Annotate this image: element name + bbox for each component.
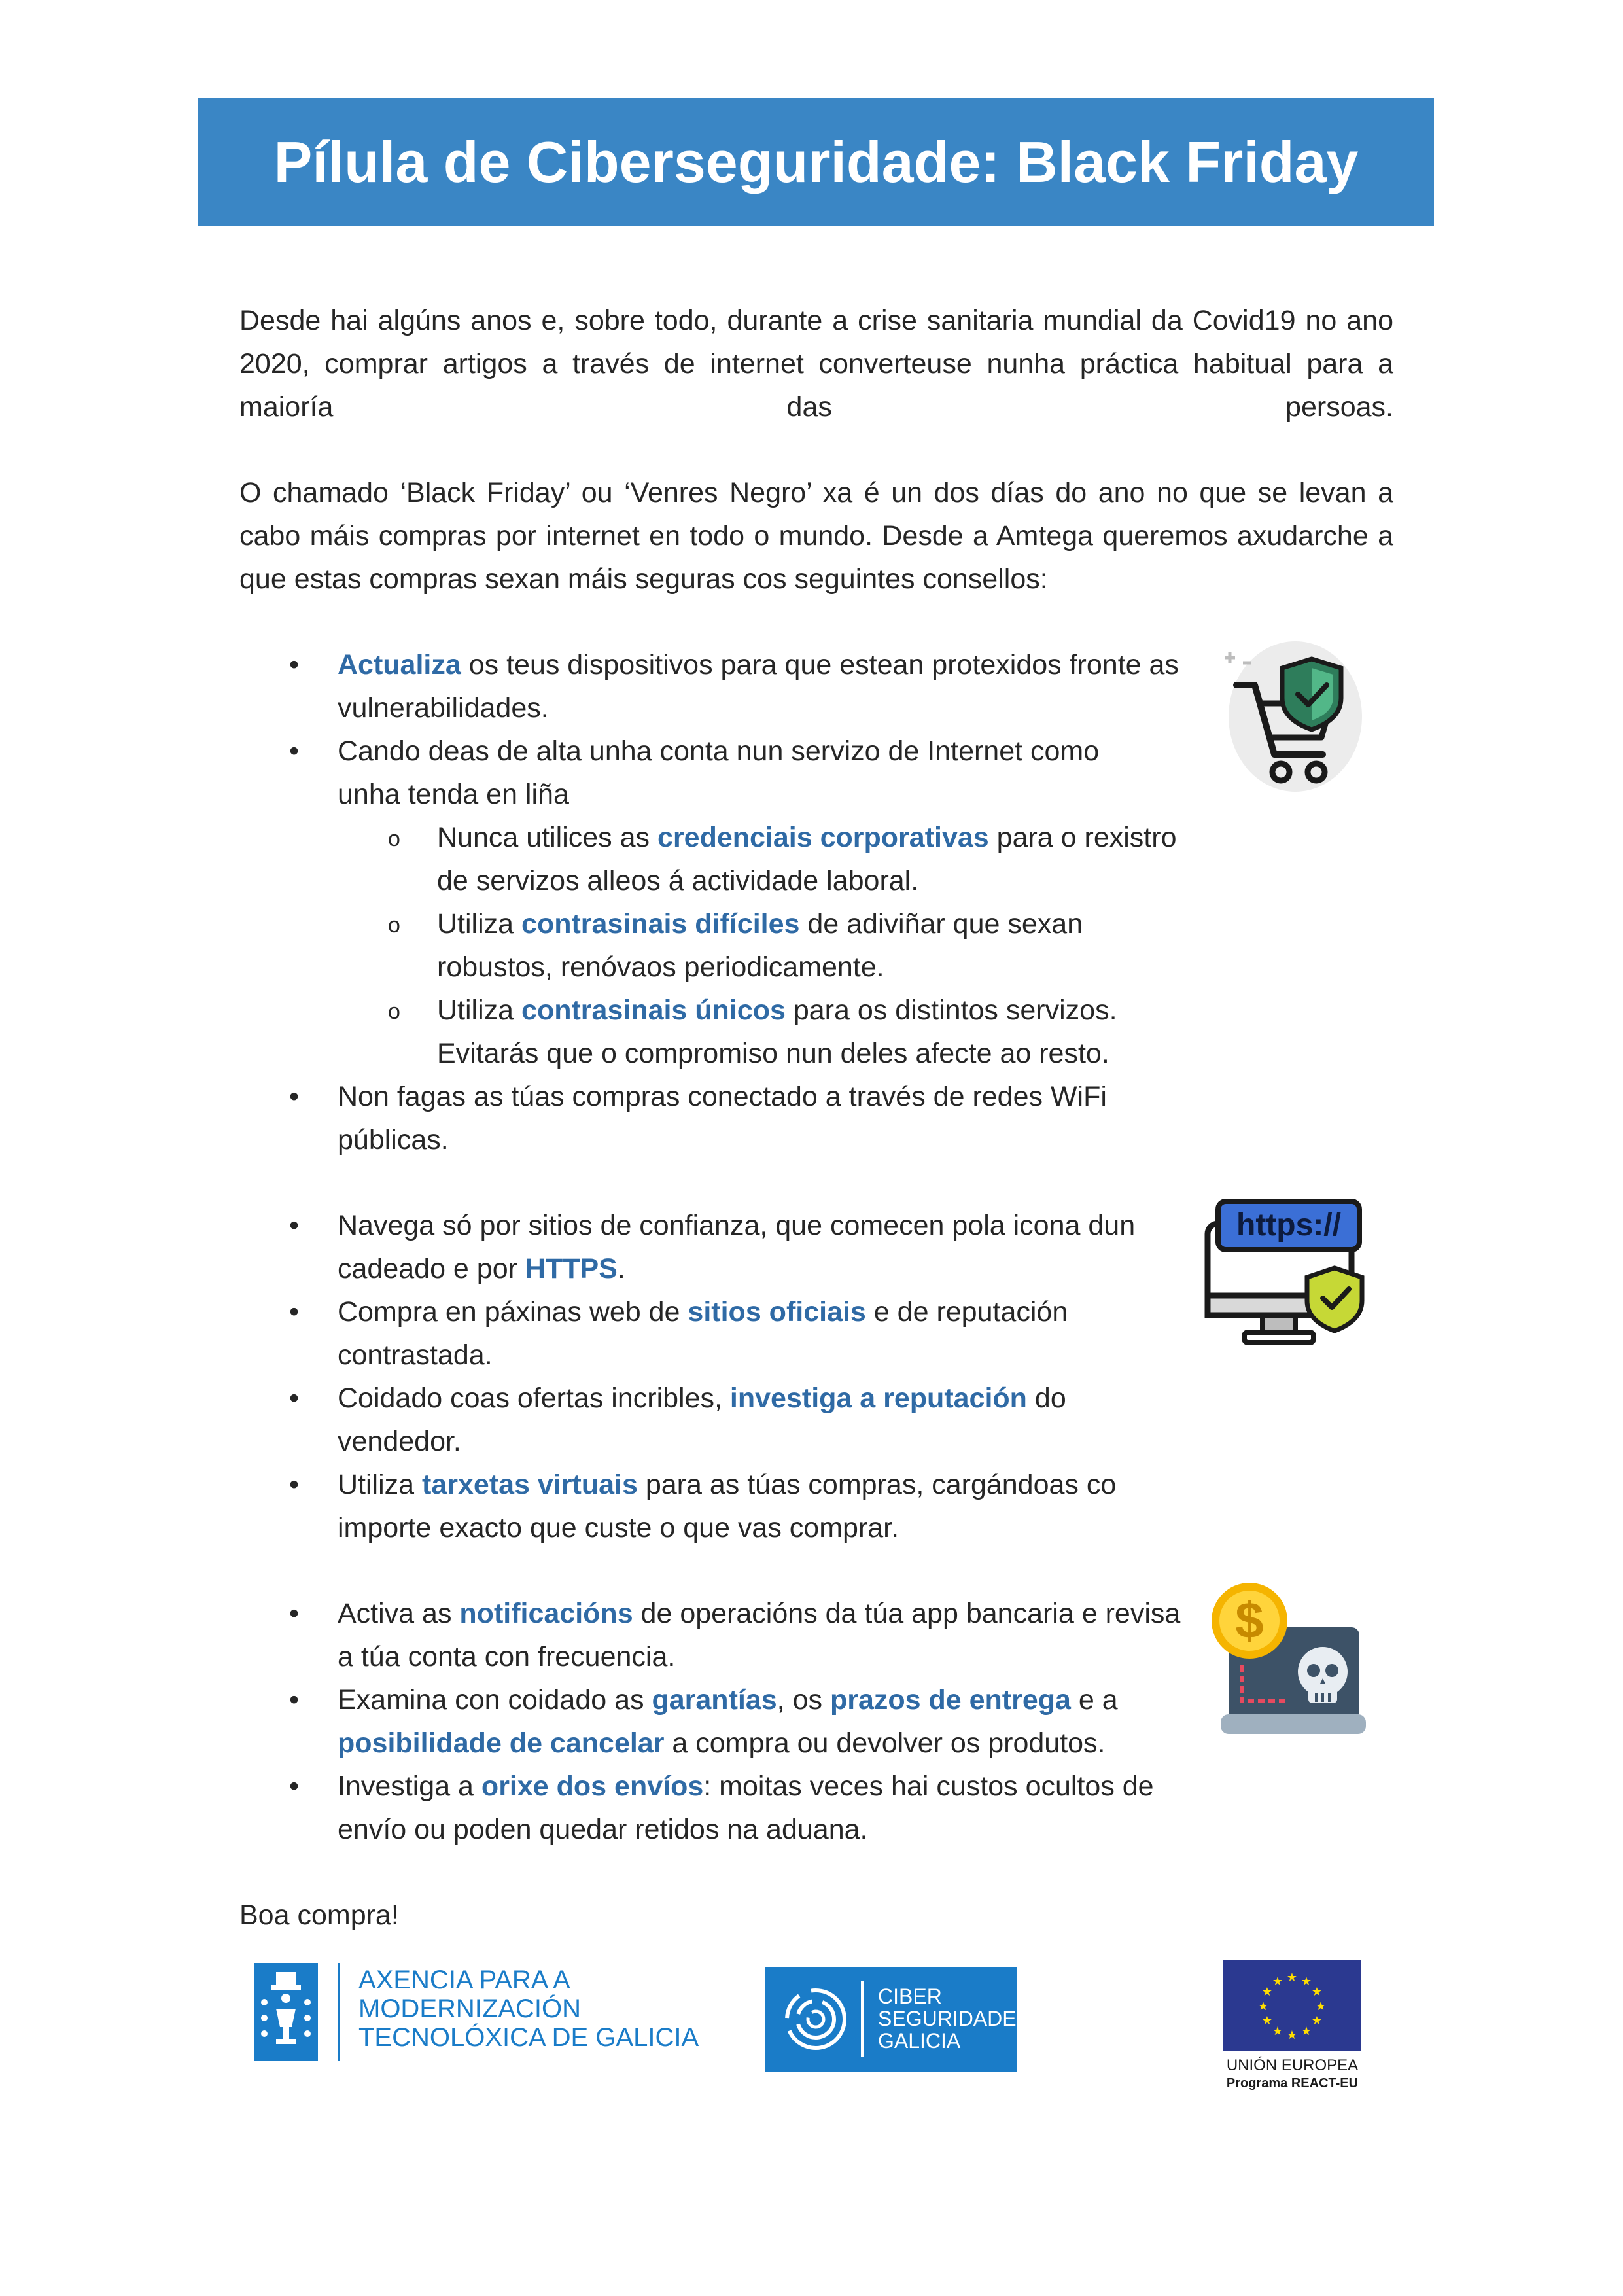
eu-logo bbox=[1222, 1960, 1363, 2097]
tip-text: , os bbox=[777, 1684, 830, 1716]
tip-text: e a bbox=[1070, 1684, 1118, 1716]
logo-divider bbox=[861, 1981, 864, 2057]
amtega-logo bbox=[254, 1963, 699, 2061]
tip-text: : moitas veces hai custos ocultos de envío ou poden quedar retidos na aduana. bbox=[338, 1771, 1154, 1845]
ciberseguridade-logo bbox=[765, 1967, 1017, 2072]
svg-text:★: ★ bbox=[1286, 2028, 1298, 2042]
tip-guarantees bbox=[338, 1678, 1188, 1765]
svg-text:★: ★ bbox=[1272, 2024, 1283, 2038]
tip-text: Navega só por sitios de confianza, que comecen pola icona dun cadeado e por bbox=[338, 1210, 1136, 1284]
tip-highlight: garantías bbox=[652, 1684, 777, 1716]
tip-text: Coidado coas ofertas incribles, bbox=[338, 1383, 730, 1414]
tip-shipping-origin bbox=[338, 1765, 1188, 1851]
svg-text:★: ★ bbox=[1261, 1985, 1273, 1999]
subtip-strong-passwords bbox=[437, 902, 1189, 989]
paragraph-black-friday: O chamado ‘Black Friday’ ou ‘Venres Negro’ xa é un dos días do ano no que se levan a cabo máis compras por internet en todo o mundo. Desde a Amtega queremos axudarche a que estas compras sexan máis seguras cos seguintes consellos: bbox=[239, 477, 1393, 595]
amtega-logo-text bbox=[358, 1966, 699, 2052]
svg-text:★: ★ bbox=[1261, 2014, 1273, 2028]
svg-text:★: ★ bbox=[1272, 1975, 1283, 1988]
tip-highlight: posibilidade de cancelar bbox=[338, 1727, 665, 1759]
tip-text: Utiliza bbox=[338, 1469, 423, 1500]
tip-text: Utiliza bbox=[437, 995, 522, 1026]
tip-text: para o rexistro de servizos alleos á actividade laboral. bbox=[437, 822, 1177, 896]
tip-public-wifi: • Non fagas as túas compras conectado a través de redes WiFi públicas. bbox=[338, 1075, 1155, 1161]
tip-virtual-cards bbox=[338, 1463, 1188, 1549]
tip-text: do vendedor. bbox=[338, 1383, 1066, 1457]
tip-highlight: investiga a reputación bbox=[729, 1383, 1027, 1414]
svg-text:★: ★ bbox=[1315, 2000, 1327, 2013]
ciber-swirl-icon bbox=[780, 1983, 852, 2055]
tip-text: Examina con coidado as bbox=[338, 1684, 652, 1716]
tip-text: de operacións da túa app bancaria e revisa a túa conta con frecuencia. bbox=[338, 1598, 1181, 1672]
tip-text: Compra en páxinas web de bbox=[338, 1296, 688, 1328]
tip-update bbox=[338, 643, 1188, 730]
ciber-line: SEGURIDADE bbox=[878, 2007, 1017, 2030]
intro-word: maioría bbox=[239, 391, 334, 423]
tip-text: para os distintos servizos. Evitarás que o compromiso nun deles afecte ao resto. bbox=[437, 995, 1117, 1069]
shopping-cart-shield-icon bbox=[1217, 638, 1367, 802]
logo-divider bbox=[338, 1963, 340, 2061]
tip-text: . bbox=[617, 1253, 625, 1284]
ciber-line: CIBER bbox=[878, 1985, 942, 2008]
closing-text: Boa compra! bbox=[239, 1899, 399, 1931]
tip-text: Utiliza bbox=[437, 908, 522, 940]
tip-highlight: credenciais corporativas bbox=[657, 822, 989, 853]
secure-monitor-icon bbox=[1204, 1197, 1374, 1348]
amtega-line: TECNOLÓXICA DE GALICIA bbox=[358, 2023, 699, 2052]
svg-text:★: ★ bbox=[1286, 1971, 1298, 1985]
galicia-coat-of-arms-icon bbox=[254, 1963, 318, 2061]
tip-highlight: HTTPS bbox=[525, 1253, 618, 1284]
tip-official-sites bbox=[338, 1290, 1188, 1377]
intro-paragraph bbox=[239, 299, 1393, 429]
fraud-laptop-icon bbox=[1210, 1580, 1374, 1740]
tip-text: de adiviñar que sexan robustos, renóvaos periodicamente. bbox=[437, 908, 1083, 983]
tip-text: a compra ou devolver os produtos. bbox=[664, 1727, 1106, 1759]
svg-text:★: ★ bbox=[1257, 2000, 1269, 2013]
tip-text: os teus dispositivos para que estean protexidos fronte as vulnerabilidades. bbox=[338, 649, 1179, 724]
dollar-symbol: $ bbox=[1235, 1591, 1264, 1649]
eu-program: Programa REACT-EU bbox=[1226, 2076, 1359, 2091]
amtega-line: AXENCIA PARA A bbox=[358, 1966, 570, 1994]
title-banner bbox=[198, 98, 1434, 226]
intro-word: persoas. bbox=[1285, 391, 1393, 423]
eu-flag-icon bbox=[1223, 1960, 1361, 2051]
intro-last-line bbox=[239, 385, 1393, 429]
tip-highlight: prazos de entrega bbox=[829, 1684, 1071, 1716]
intro-word: das bbox=[786, 391, 832, 423]
intro-text: Desde hai algúns anos e, sobre todo, durante a crise sanitaria mundial da Covid19 no ano 2020, comprar artigos a través de internet converteuse nunha práctica habitual para a bbox=[239, 305, 1393, 380]
https-label: https:// bbox=[1236, 1208, 1341, 1243]
ciber-logo-text bbox=[878, 1985, 1017, 2052]
tip-highlight: sitios oficiais bbox=[688, 1296, 866, 1328]
subtip-unique-passwords bbox=[437, 989, 1189, 1075]
tip-notifications bbox=[338, 1592, 1188, 1678]
tip-https bbox=[338, 1204, 1188, 1290]
tip-text: Investiga a bbox=[338, 1771, 481, 1802]
svg-text:★: ★ bbox=[1311, 2014, 1323, 2028]
tip-text: Activa as bbox=[338, 1598, 460, 1629]
eu-name: UNIÓN EUROPEA bbox=[1226, 2057, 1359, 2074]
tip-highlight: contrasinais difíciles bbox=[521, 908, 800, 940]
tip-highlight: tarxetas virtuais bbox=[422, 1469, 638, 1500]
tip-highlight: contrasinais únicos bbox=[521, 995, 786, 1026]
tip-text: para as túas compras, cargándoas co importe exacto que custe o que vas comprar. bbox=[338, 1469, 1117, 1544]
svg-text:★: ★ bbox=[1311, 1985, 1323, 1999]
svg-text:★: ★ bbox=[1300, 1975, 1312, 1988]
svg-text:★: ★ bbox=[1300, 2024, 1312, 2038]
tip-highlight: orixe dos envíos bbox=[481, 1771, 704, 1802]
tip-highlight: notificacións bbox=[459, 1598, 633, 1629]
subtip-credentials bbox=[437, 816, 1189, 902]
page-title: Pílula de Ciberseguridade: Black Friday bbox=[273, 130, 1359, 194]
tip-reputation bbox=[338, 1377, 1188, 1463]
amtega-line: MODERNIZACIÓN bbox=[358, 1994, 581, 2023]
tip-text: Nunca utilices as bbox=[437, 822, 657, 853]
tip-highlight: Actualiza bbox=[338, 649, 461, 680]
tip-account: • Cando deas de alta unha conta nun servizo de Internet como unha tenda en liña bbox=[338, 730, 1155, 816]
tip-text: e de reputación contrastada. bbox=[338, 1296, 1068, 1371]
ciber-line: GALICIA bbox=[878, 2029, 961, 2053]
